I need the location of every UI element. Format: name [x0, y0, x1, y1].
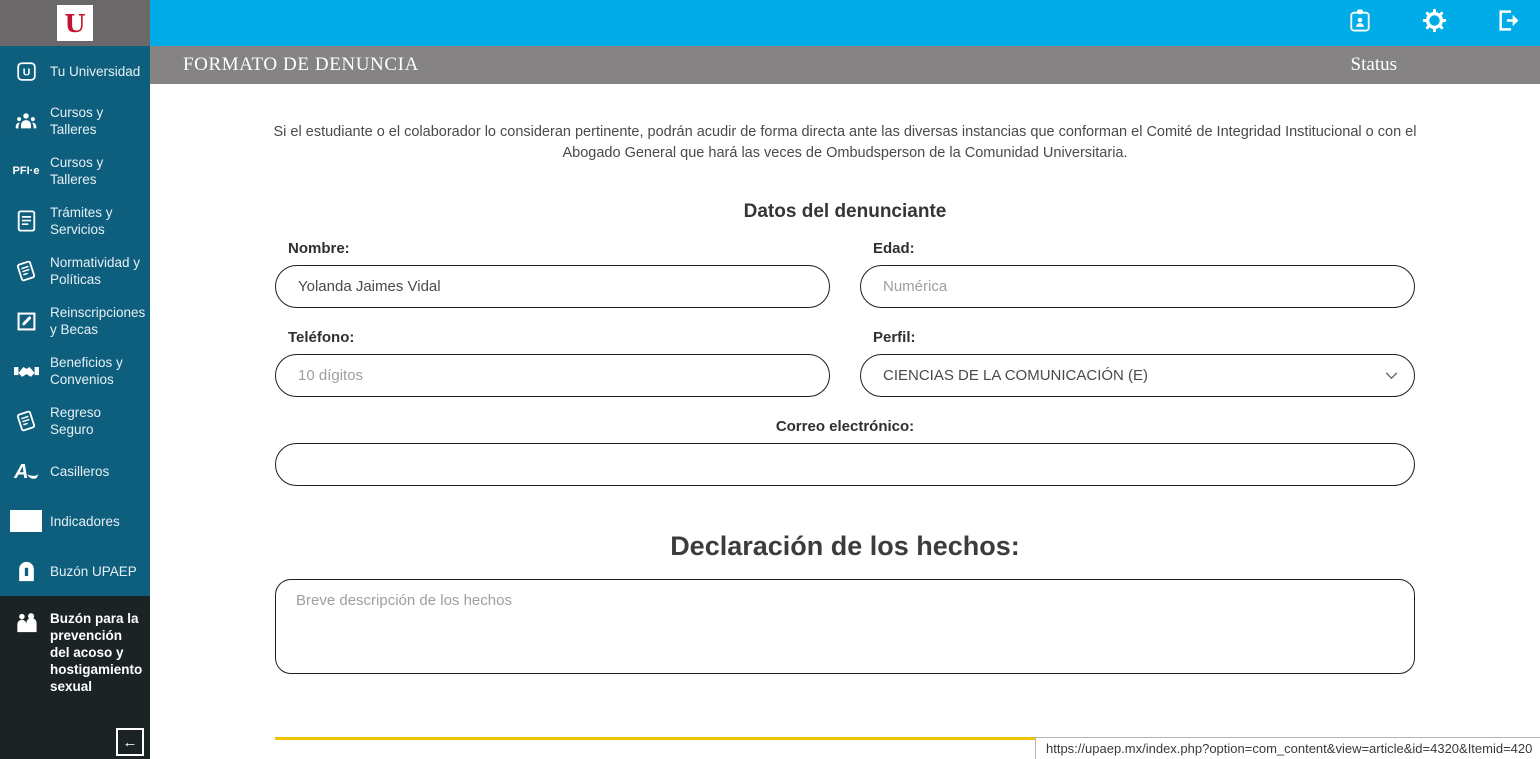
denuncia-form: [275, 201, 1415, 740]
edad-input[interactable]: [860, 265, 1415, 308]
people-group-icon: [8, 110, 44, 132]
left-arrow-icon: ←: [122, 733, 138, 751]
sidebar-item-label: Beneficios y Convenios: [50, 355, 123, 387]
field-telefono: [275, 329, 830, 397]
sidebar-item-indicadores[interactable]: [0, 496, 150, 546]
document-icon: [8, 210, 44, 232]
logout-button[interactable]: [1486, 1, 1530, 45]
correo-label: Correo electrónico:: [775, 418, 915, 435]
nombre-input[interactable]: [275, 265, 830, 308]
sidebar-item-label: Normatividad y Políticas: [50, 255, 141, 287]
scroll-icon: [8, 260, 44, 282]
telefono-input[interactable]: [275, 354, 830, 397]
sidebar-item-casilleros[interactable]: [0, 446, 150, 496]
id-card-icon: [1349, 8, 1371, 38]
nombre-label: Nombre:: [288, 240, 350, 257]
id-card-button[interactable]: [1338, 1, 1382, 45]
sidebar-item-buzon-upaep[interactable]: [0, 546, 150, 596]
status-column-label: Status: [1350, 54, 1397, 75]
sidebar-item-reinscripciones-y-becas[interactable]: [0, 296, 150, 346]
sidebar-item-normatividad-y-politicas[interactable]: [0, 246, 150, 296]
collapse-sidebar-button[interactable]: [116, 728, 144, 756]
upaep-logo-letter: U: [64, 8, 86, 38]
edad-label: Edad:: [873, 240, 915, 257]
sidebar-item-label: Tu Universidad: [50, 63, 141, 79]
logout-icon: [1496, 8, 1521, 38]
field-correo: [275, 418, 1415, 486]
sidebar-item-label: Buzón UPAEP: [50, 563, 137, 579]
sidebar-item-label: Reinscripciones y Becas: [50, 305, 146, 337]
a-logo-icon: [8, 461, 44, 482]
sidebar-item-label: Indicadores: [50, 513, 120, 529]
perfil-label: Perfil:: [873, 329, 916, 346]
sidebar: [0, 0, 150, 759]
svg-text:A: A: [13, 460, 29, 482]
url-statusbar: https://upaep.mx/index.php?option=com_content&view=article&id=4320&Itemid=420: [1035, 737, 1540, 759]
upaep-logo[interactable]: [57, 5, 93, 41]
gear-icon: [1422, 8, 1447, 38]
correo-input[interactable]: [275, 443, 1415, 486]
sidebar-item-label: Cursos y Talleres: [50, 105, 104, 137]
sidebar-nav: [0, 46, 150, 759]
field-edad: [860, 240, 1415, 308]
declaracion-textarea[interactable]: [275, 579, 1415, 674]
sidebar-item-cursos-y-talleres[interactable]: [0, 96, 150, 146]
svg-text:U: U: [22, 65, 30, 78]
sidebar-item-label: Buzón para la prevención del acoso y hostigamiento sexual: [50, 611, 143, 694]
pfie-icon: PFI·e: [12, 164, 40, 177]
settings-button[interactable]: [1412, 1, 1456, 45]
page-title: FORMATO DE DENUNCIA: [183, 54, 419, 75]
scroll-icon: [8, 410, 44, 432]
sidebar-item-label: Casilleros: [50, 463, 110, 479]
sidebar-item-cursos-y-talleres-pfie[interactable]: [0, 146, 150, 196]
sidebar-item-tramites-y-servicios[interactable]: [0, 196, 150, 246]
sidebar-item-label: Regreso Seguro: [50, 405, 102, 437]
perfil-select[interactable]: [860, 354, 1415, 397]
mailbox-icon: [8, 560, 44, 582]
topbar: [150, 0, 1540, 46]
sidebar-logo-band: [0, 0, 150, 46]
people-pair-icon: [8, 612, 44, 634]
sidebar-item-beneficios-y-convenios[interactable]: [0, 346, 150, 396]
intro-paragraph: Si el estudiante o el colaborador lo consideran pertinente, podrán acudir de forma directa ante las diversas instancias que conforman el Comité de Integridad Institucional o con el Abogado General que hará las veces de Ombudsperson de la Comunidad Universitaria.: [273, 124, 1417, 161]
telefono-label: Teléfono:: [288, 329, 355, 346]
sidebar-item-regreso-seguro[interactable]: [0, 396, 150, 446]
field-nombre: [275, 240, 830, 308]
sidebar-item-buzon-prevencion-acoso[interactable]: [0, 596, 150, 759]
page-header: [150, 46, 1540, 84]
handshake-icon: [8, 362, 44, 381]
blank-rect-icon: [8, 510, 44, 532]
pencil-box-icon: [8, 312, 44, 331]
main-content: [150, 84, 1540, 759]
u-badge-icon: [8, 61, 44, 82]
sidebar-item-label: Trámites y Servicios: [50, 205, 113, 237]
sidebar-item-tu-universidad[interactable]: [0, 46, 150, 96]
section-title-datos-denunciante: Datos del denunciante: [743, 201, 947, 222]
section-title-declaracion: Declaración de los hechos:: [670, 531, 1020, 561]
sidebar-item-label: Cursos y Talleres: [50, 155, 104, 187]
field-perfil: [860, 329, 1415, 397]
